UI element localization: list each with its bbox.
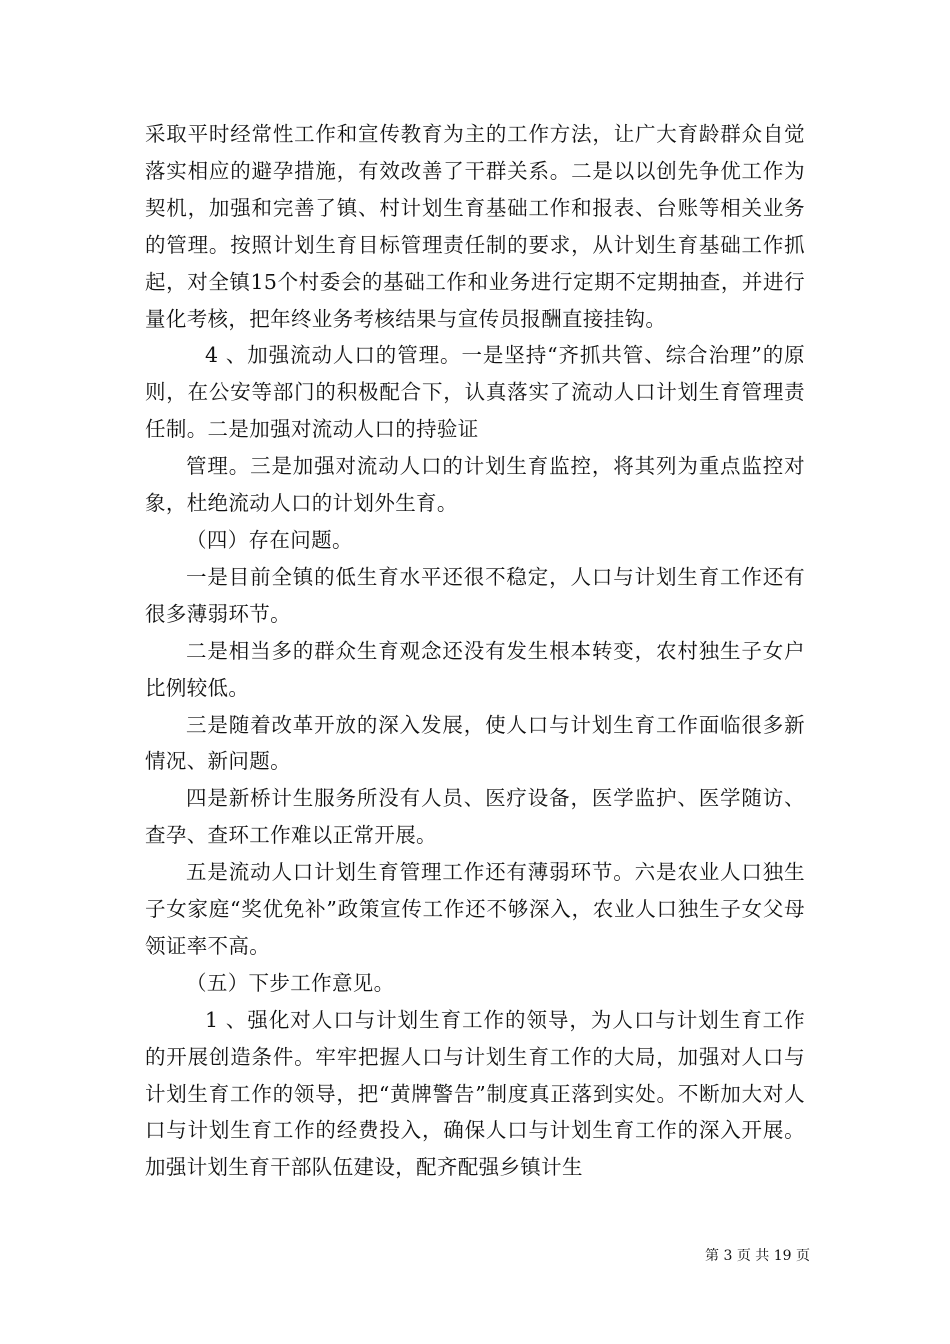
paragraph: 二是相当多的群众生育观念还没有发生根本转变，农村独生子女户比例较低。 xyxy=(145,638,805,700)
paragraph: 一是目前全镇的低生育水平还很不稳定，人口与计划生育工作还有很多薄弱环节。 xyxy=(145,564,805,626)
section-heading: （五）下步工作意见。 xyxy=(186,970,395,995)
body-text xyxy=(145,116,805,1186)
paragraph: 三是随着改革开放的深入发展，使人口与计划生育工作面临很多新情况、新问题。 xyxy=(145,712,805,774)
section-heading: （四）存在问题。 xyxy=(186,527,353,552)
paragraph: 管理。三是加强对流动人口的计划生育监控，将其列为重点监控对象，杜绝流动人口的计划外生育。 xyxy=(145,454,805,516)
page-number-footer: 第 3 页 共 19 页 xyxy=(705,1248,810,1264)
paragraph: 4 、加强流动人口的管理。一是坚持“齐抓共管、综合治理”的原则，在公安等部门的积极配合下，认真落实了流动人口计划生育管理责任制。二是加强对流动人口的持验证 xyxy=(145,343,805,442)
paragraph: 1 、强化对人口与计划生育工作的领导，为人口与计划生育工作的开展创造条件。牢牢把握人口与计划生育工作的大局，加强对人口与计划生育工作的领导，把“黄牌警告”制度真正落到实处。不断加大对人口与计划生育工作的经费投入，确保人口与计划生育工作的深入开展。加强计划生育干部队伍建设，配齐配强乡镇计生 xyxy=(145,1007,805,1180)
paragraph: 采取平时经常性工作和宣传教育为主的工作方法，让广大育龄群众自觉落实相应的避孕措施，有效改善了干群关系。二是以以创先争优工作为契机，加强和完善了镇、村计划生育基础工作和报表、台账等相关业务的管理。按照计划生育目标管理责任制的要求，从计划生育基础工作抓起，对全镇15个村委会的基础工作和业务进行定期不定期抽查，并进行量化考核，把年终业务考核结果与宣传员报酬直接挂钩。 xyxy=(145,122,805,331)
paragraph: 五是流动人口计划生育管理工作还有薄弱环节。六是农业人口独生子女家庭“奖优免补”政策宣传工作还不够深入，农业人口独生子女父母领证率不高。 xyxy=(145,860,805,958)
paragraph: 四是新桥计生服务所没有人员、医疗设备，医学监护、医学随访、查孕、查环工作难以正常开展。 xyxy=(145,786,805,848)
